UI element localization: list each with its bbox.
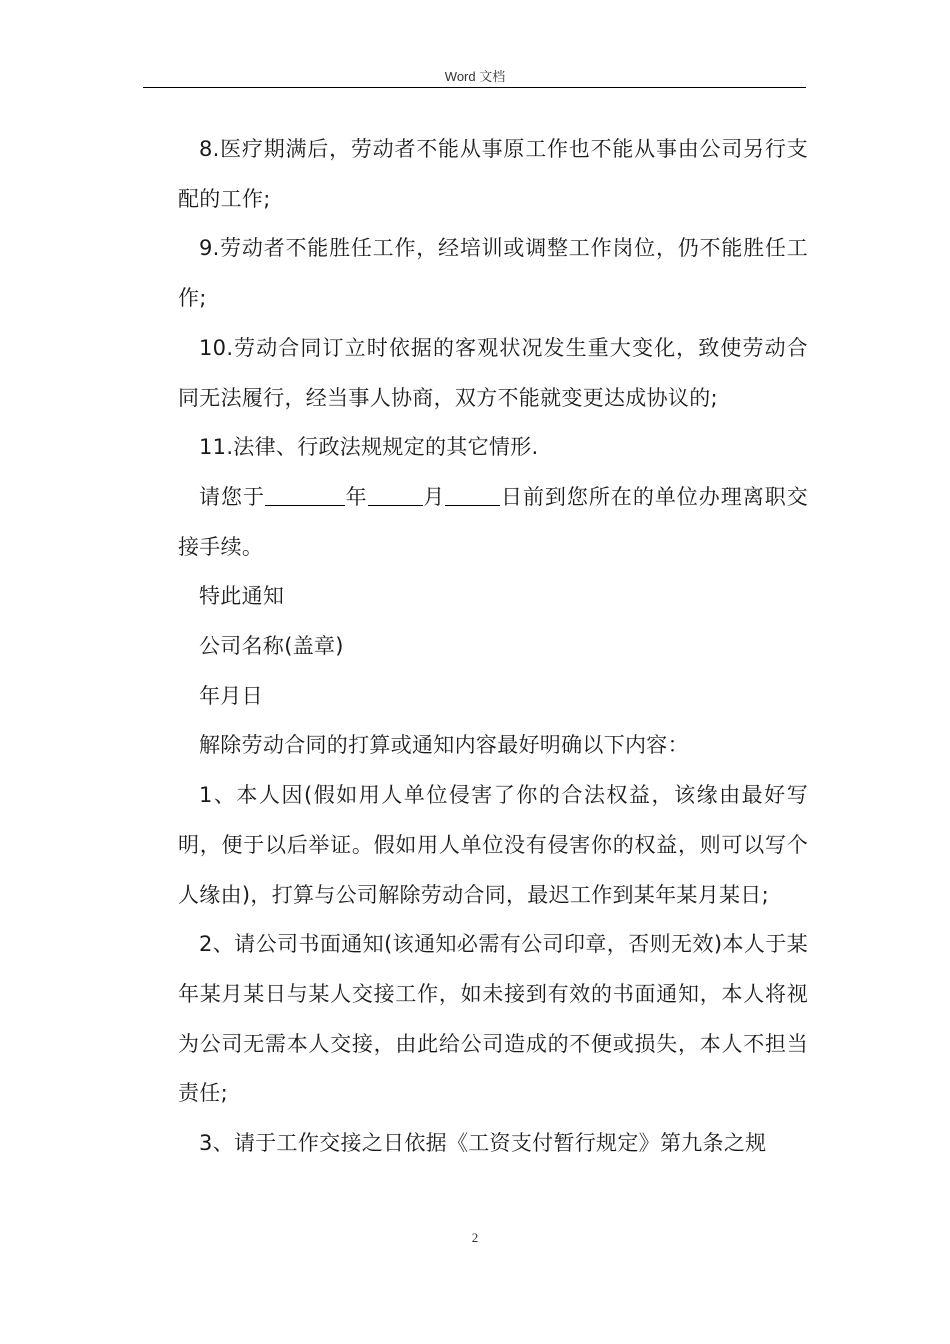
paragraph-item-11: 11.法律、行政法规规定的其它情形. — [199, 435, 539, 460]
month-blank — [368, 485, 423, 506]
request-text-start: 请您于 — [199, 484, 265, 509]
page-header: Word 文档 — [444, 69, 506, 84]
header-rule — [143, 87, 806, 88]
paragraph-intro: 解除劳动合同的打算或通知内容最好明确以下内容： — [199, 733, 689, 758]
paragraph-item-9: 9.劳动者不能胜任工作，经培训或调整工作岗位，仍不能胜任工作; — [178, 236, 808, 311]
paragraph-date: 年月日 — [199, 683, 263, 708]
request-text-end: 日前到您所在的单位办理离职交接手续。 — [178, 484, 809, 559]
paragraph-list-item-2: 2、请公司书面通知(该通知必需有公司印章，否则无效)本人于某年某月某日与某人交接工作，如未接到有效的书面通知，本人将视为公司无需本人交接，由此给公司造成的不便或损失，本人不担当责任; — [178, 932, 808, 1106]
paragraph-item-10: 10.劳动合同订立时依据的客观状况发生重大变化，致使劳动合同无法履行，经当事人协商，双方不能就变更达成协议的; — [178, 335, 808, 410]
paragraph-notice: 特此通知 — [199, 584, 285, 609]
paragraph-item-8: 8.医疗期满后，劳动者不能从事原工作也不能从事由公司另行支配的工作; — [178, 137, 808, 211]
month-label: 月 — [422, 484, 446, 509]
year-blank — [265, 485, 345, 506]
paragraph-list-item-3: 3、请于工作交接之日依据《工资支付暂行规定》第九条之规 — [199, 1131, 767, 1156]
document-body — [178, 125, 808, 1169]
paragraph-list-item-1: 1、本人因(假如用人单位侵害了你的合法权益，该缘由最好写明，便于以后举证。假如用人单位没有侵害你的权益，则可以写个人缘由)，打算与公司解除劳动合同，最迟工作到某年某月某日; — [178, 783, 808, 907]
page-number: 2 — [471, 1230, 479, 1245]
paragraph-company: 公司名称(盖章) — [199, 634, 344, 659]
day-blank — [445, 485, 500, 506]
paragraph-request — [178, 473, 808, 572]
year-label: 年 — [344, 484, 368, 509]
